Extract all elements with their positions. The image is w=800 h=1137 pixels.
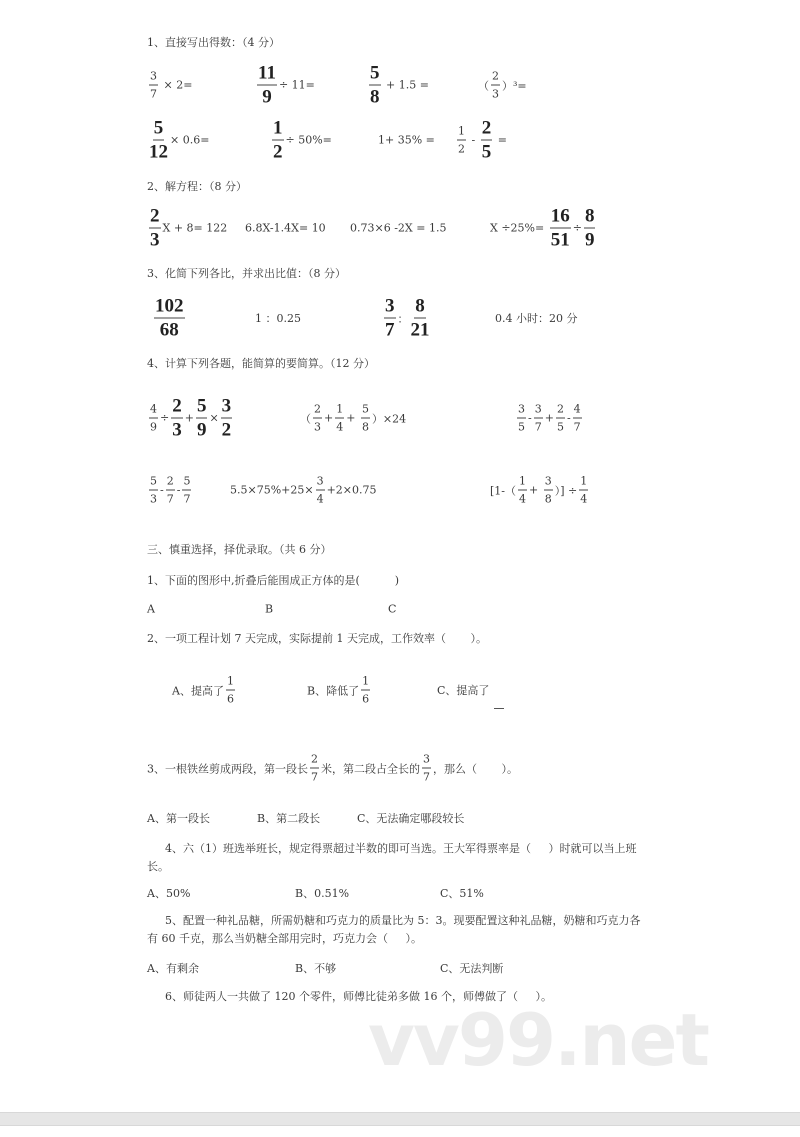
numerator: 1 bbox=[579, 476, 588, 491]
numerator: 5 bbox=[149, 476, 158, 491]
numerator: 1 bbox=[226, 676, 235, 691]
denominator: 6 bbox=[226, 692, 234, 706]
fraction bbox=[517, 404, 526, 433]
text: （ bbox=[300, 412, 311, 425]
fraction bbox=[422, 754, 431, 783]
text: × 2= bbox=[160, 78, 193, 92]
numerator: 2 bbox=[556, 404, 565, 419]
denominator: 7 bbox=[166, 492, 174, 506]
fraction bbox=[369, 64, 381, 107]
numerator: 1 bbox=[457, 126, 466, 141]
numerator: 8 bbox=[584, 205, 595, 227]
fraction bbox=[361, 676, 370, 705]
exam-line bbox=[357, 810, 464, 826]
text: X + 8= 122 bbox=[162, 221, 228, 235]
numerator: 2 bbox=[313, 404, 322, 419]
text: B、不够 bbox=[295, 962, 337, 975]
text: 长。 bbox=[147, 860, 169, 873]
fraction bbox=[457, 126, 466, 155]
exam-line bbox=[257, 810, 320, 826]
denominator: 7 bbox=[150, 87, 157, 101]
exam-line bbox=[147, 810, 210, 826]
exam-line bbox=[165, 912, 641, 928]
exam-line bbox=[515, 404, 584, 433]
text: B、0.51% bbox=[295, 887, 350, 900]
numerator: 5 bbox=[370, 62, 380, 84]
fraction bbox=[310, 754, 319, 783]
numerator: 8 bbox=[415, 295, 425, 317]
numerator: 3 bbox=[385, 295, 395, 317]
text: + bbox=[529, 483, 542, 497]
exam-line bbox=[270, 119, 332, 162]
fraction bbox=[182, 476, 191, 505]
text: A bbox=[147, 602, 155, 616]
exam-line bbox=[147, 960, 199, 976]
denominator: 12 bbox=[149, 141, 168, 163]
text: 1 ：0.25 bbox=[255, 312, 301, 325]
denominator: 2 bbox=[221, 419, 232, 441]
numerator: 3 bbox=[517, 404, 526, 419]
exam-line bbox=[147, 603, 155, 616]
text: = bbox=[494, 133, 507, 147]
text: 4、计算下列各题，能简算的要简算。（12 分） bbox=[147, 357, 375, 370]
numerator: 3 bbox=[221, 395, 232, 417]
text: 3、化简下列各比，并求出比值：（8 分） bbox=[147, 267, 346, 280]
text: B bbox=[265, 602, 274, 616]
denominator: 9 bbox=[196, 419, 207, 441]
exam-line bbox=[440, 960, 503, 976]
text: （ bbox=[478, 79, 489, 92]
text: + bbox=[324, 411, 334, 425]
denominator: 21 bbox=[410, 319, 430, 341]
fraction bbox=[149, 119, 168, 162]
fraction bbox=[316, 476, 325, 505]
fraction bbox=[481, 119, 493, 162]
denominator: 51 bbox=[550, 229, 570, 251]
numerator: 4 bbox=[149, 404, 158, 419]
numerator: 2 bbox=[172, 395, 182, 417]
exam-line bbox=[455, 119, 507, 162]
numerator: 1 bbox=[518, 476, 527, 491]
text: 三、慎重选择，择优录取。（共 6 分） bbox=[147, 543, 332, 556]
text: - bbox=[176, 483, 181, 497]
exam-line bbox=[478, 71, 527, 100]
fraction bbox=[544, 476, 553, 505]
exam-line bbox=[147, 34, 280, 50]
text: C、无法判断 bbox=[440, 962, 504, 975]
numerator: 5 bbox=[153, 117, 164, 139]
text: 5.5×75%+25× bbox=[230, 483, 314, 497]
fraction bbox=[491, 71, 500, 100]
fraction bbox=[584, 207, 596, 250]
exam-line bbox=[147, 754, 518, 783]
text: - bbox=[160, 483, 164, 497]
exam-line bbox=[147, 71, 192, 100]
exam-line bbox=[255, 310, 301, 326]
text: [1-（ bbox=[490, 484, 517, 497]
text: A、第一段长 bbox=[147, 812, 210, 825]
text: ）³= bbox=[502, 79, 527, 92]
numerator: 1 bbox=[335, 404, 344, 419]
numerator: 3 bbox=[149, 71, 158, 86]
fraction bbox=[196, 397, 208, 440]
text: ，那么（ ）。 bbox=[433, 762, 518, 775]
exam-line bbox=[295, 960, 336, 976]
text: 1、直接写出得数：（4 分） bbox=[147, 36, 280, 49]
text: + 1.5 = bbox=[382, 78, 429, 92]
denominator: 5 bbox=[556, 420, 564, 434]
denominator: 3 bbox=[492, 87, 499, 101]
numerator: 102 bbox=[155, 295, 184, 317]
text: ÷ bbox=[160, 411, 170, 425]
denominator: 7 bbox=[311, 770, 318, 784]
denominator: 4 bbox=[316, 492, 324, 506]
exam-line bbox=[147, 355, 375, 371]
numerator: 3 bbox=[422, 754, 431, 769]
fraction bbox=[550, 207, 571, 250]
denominator: 5 bbox=[481, 141, 492, 163]
exam-line bbox=[147, 119, 209, 162]
stray-mark bbox=[494, 708, 504, 709]
fraction bbox=[411, 297, 430, 340]
exam-line bbox=[300, 404, 406, 433]
exam-line bbox=[490, 207, 597, 250]
denominator: 2 bbox=[273, 141, 283, 163]
denominator: 3 bbox=[150, 229, 160, 251]
text: A、50% bbox=[147, 887, 191, 900]
fraction bbox=[257, 64, 277, 107]
exam-line bbox=[172, 676, 237, 705]
text: 0.73×6 -2X = 1.5 bbox=[350, 221, 447, 235]
exam-line bbox=[147, 207, 227, 250]
exam-line bbox=[147, 930, 422, 946]
fraction bbox=[518, 476, 527, 505]
text: - bbox=[528, 411, 532, 425]
text: 6.8X-1.4X= 10 bbox=[245, 221, 326, 235]
text: × 0.6= bbox=[170, 133, 210, 147]
denominator: 7 bbox=[183, 492, 191, 506]
fraction bbox=[573, 404, 582, 433]
denominator: 4 bbox=[336, 420, 344, 434]
numerator: 1 bbox=[273, 117, 283, 139]
text: + bbox=[544, 411, 554, 425]
text: + bbox=[184, 411, 194, 425]
numerator: 3 bbox=[534, 404, 543, 419]
fraction bbox=[534, 404, 543, 433]
numerator: 4 bbox=[573, 404, 582, 419]
denominator: 7 bbox=[385, 319, 395, 341]
exam-line bbox=[147, 885, 190, 901]
fraction bbox=[335, 404, 344, 433]
exam-line bbox=[437, 682, 489, 698]
exam-line bbox=[147, 858, 169, 874]
fraction bbox=[579, 476, 588, 505]
text: × bbox=[209, 411, 219, 425]
denominator: 6 bbox=[362, 692, 370, 706]
exam-line bbox=[245, 222, 326, 235]
exam-line bbox=[147, 572, 399, 588]
exam-line bbox=[255, 64, 315, 107]
text: ÷ bbox=[572, 221, 582, 235]
text: +2×0.75 bbox=[326, 483, 377, 497]
watermark: vv99.net bbox=[368, 998, 708, 1082]
text: 0.4 小时：20 分 bbox=[495, 312, 578, 325]
fraction bbox=[171, 397, 183, 440]
text: A、有剩余 bbox=[147, 962, 199, 975]
denominator: 68 bbox=[159, 319, 179, 341]
exam-line bbox=[367, 64, 429, 107]
numerator: 5 bbox=[361, 404, 370, 419]
denominator: 7 bbox=[423, 770, 430, 784]
numerator: 1 bbox=[361, 676, 370, 691]
text: ÷ 11= bbox=[278, 78, 315, 92]
exam-line bbox=[490, 476, 590, 505]
numerator: 16 bbox=[550, 205, 570, 227]
exam-line bbox=[147, 476, 193, 505]
text: 有 60 千克，那么当奶糖全部用完时，巧克力会（ ）。 bbox=[147, 932, 422, 945]
text: ： bbox=[397, 312, 409, 325]
numerator: 3 bbox=[544, 476, 553, 491]
exam-line bbox=[230, 476, 377, 505]
exam-line bbox=[388, 603, 396, 616]
numerator: 2 bbox=[150, 205, 160, 227]
exam-line bbox=[350, 222, 446, 235]
text: X ÷25%= bbox=[490, 221, 548, 235]
fraction bbox=[221, 397, 233, 440]
text: 6、师徒两人一共做了 120 个零件，师傅比徒弟多做 16 个，师傅做了（ ）。 bbox=[165, 990, 552, 1003]
text: 2、解方程：（8 分） bbox=[147, 180, 247, 193]
exam-line bbox=[378, 134, 435, 147]
text: 米，第二段占全长的 bbox=[321, 762, 420, 775]
text: ）] ÷ bbox=[554, 484, 578, 497]
text: ÷ 50%= bbox=[285, 133, 332, 147]
denominator: 2 bbox=[458, 142, 465, 156]
denominator: 5 bbox=[518, 420, 525, 434]
denominator: 8 bbox=[361, 420, 369, 434]
text: A、提高了 bbox=[172, 684, 224, 697]
exam-line bbox=[382, 297, 432, 340]
text: - bbox=[468, 133, 479, 147]
fraction bbox=[384, 297, 396, 340]
denominator: 9 bbox=[150, 420, 157, 434]
numerator: 11 bbox=[258, 62, 276, 84]
text: C bbox=[388, 602, 397, 616]
text: 1+ 35% = bbox=[378, 133, 435, 147]
exam-line bbox=[295, 885, 349, 901]
text: C、无法确定哪段较长 bbox=[357, 812, 465, 825]
denominator: 8 bbox=[544, 492, 552, 506]
exam-line bbox=[147, 541, 332, 557]
fraction bbox=[166, 476, 175, 505]
text: + bbox=[346, 411, 359, 425]
denominator: 4 bbox=[519, 492, 527, 506]
text: C、51% bbox=[440, 887, 484, 900]
numerator: 2 bbox=[491, 71, 500, 86]
fraction bbox=[272, 119, 284, 162]
exam-line bbox=[265, 603, 273, 616]
exam-line bbox=[165, 840, 636, 856]
fraction bbox=[556, 404, 565, 433]
text: C、提高了 bbox=[437, 684, 490, 697]
exam-line bbox=[147, 265, 346, 281]
numerator: 5 bbox=[196, 395, 207, 417]
fraction bbox=[149, 476, 158, 505]
denominator: 9 bbox=[262, 86, 272, 108]
fraction bbox=[149, 404, 158, 433]
fraction bbox=[313, 404, 322, 433]
fraction bbox=[361, 404, 370, 433]
denominator: 3 bbox=[150, 492, 157, 506]
numerator: 3 bbox=[316, 476, 325, 491]
text: 2、一项工程计划 7 天完成，实际提前 1 天完成，工作效率（ ）。 bbox=[147, 632, 487, 645]
text: B、第二段长 bbox=[257, 812, 321, 825]
denominator: 7 bbox=[534, 420, 542, 434]
exam-line bbox=[147, 397, 234, 440]
numerator: 2 bbox=[310, 754, 319, 769]
text: B、降低了 bbox=[307, 684, 360, 697]
text: 3、一根铁丝剪成两段，第一段长 bbox=[147, 762, 308, 775]
text: - bbox=[566, 411, 571, 425]
denominator: 8 bbox=[370, 86, 380, 108]
exam-line bbox=[440, 885, 484, 901]
fraction bbox=[226, 676, 235, 705]
denominator: 3 bbox=[314, 420, 321, 434]
denominator: 7 bbox=[573, 420, 581, 434]
numerator: 5 bbox=[182, 476, 191, 491]
denominator: 9 bbox=[584, 229, 595, 251]
text: 4、六（1）班选举班长，规定得票超过半数的即可当选。王大军得票率是（ ）时就可以当上班 bbox=[165, 842, 637, 855]
numerator: 2 bbox=[166, 476, 175, 491]
exam-line bbox=[307, 676, 372, 705]
denominator: 4 bbox=[580, 492, 588, 506]
text: 5、配置一种礼品糖，所需奶糖和巧克力的质量比为 5：3。现要配置这种礼品糖，奶糖和巧克力各 bbox=[165, 914, 641, 927]
fraction bbox=[149, 71, 158, 100]
denominator: 3 bbox=[172, 419, 182, 441]
text: 1、下面的图形中,折叠后能围成正方体的是( ) bbox=[147, 574, 400, 587]
fraction bbox=[149, 207, 161, 250]
exam-line bbox=[147, 178, 247, 194]
exam-line bbox=[147, 630, 487, 646]
numerator: 2 bbox=[481, 117, 492, 139]
exam-line bbox=[495, 310, 577, 326]
fraction bbox=[154, 297, 185, 340]
exam-line bbox=[152, 297, 187, 340]
text: ）×24 bbox=[371, 412, 407, 425]
page-separator bbox=[0, 1112, 800, 1126]
